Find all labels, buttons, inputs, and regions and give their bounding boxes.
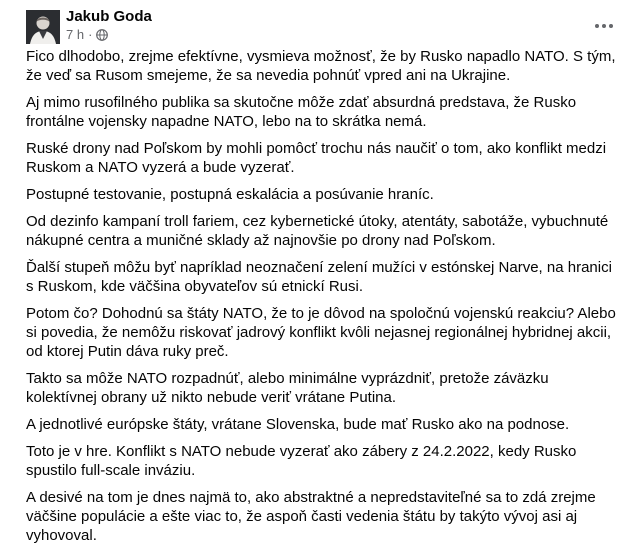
avatar[interactable] [26,10,60,44]
author-name[interactable]: Jakub Goda [66,8,152,25]
post-paragraph: Toto je v hre. Konflikt s NATO nebude vyzerať ako zábery z 24.2.2022, kedy Rusko spustilo full-scale inváziu. [26,443,577,479]
post-paragraph: Ruské drony nad Poľskom by mohli pomôcť trochu nás naučiť o tom, ako konflikt medzi Ruskom a NATO vyzerá a bude vyzerať. [26,140,607,176]
post-header [16,7,626,47]
post-timestamp[interactable]: 7 h [66,27,85,42]
post-paragraph: Ďalší stupeň môžu byť napríklad neoznačení zelení mužíci v estónskej Narve, na hranici s Ruskom, kde väčšina obyvateľov sú etnickí Rusi. [26,259,612,295]
post-meta [66,27,108,43]
post-paragraph: Takto sa môže NATO rozpadnúť, alebo minimálne vyprázdniť, pretože záväzku kolektívnej obrany už nikto nebude veriť vrátane Putina. [26,370,549,406]
post-paragraph: Postupné testovanie, postupná eskalácia a posúvanie hraníc. [26,186,434,203]
profile-photo-icon [26,10,60,44]
post-body [26,47,618,553]
post-paragraph: Fico dlhodobo, zrejme efektívne, vysmieva možnosť, že by Rusko napadlo NATO. S tým, že veď sa Rusom smejeme, že sa nevedia pohnúť vpred ani na Ukrajine. [26,48,616,84]
post-paragraph: A jednotlivé európske štáty, vrátane Slovenska, bude mať Rusko ako na podnose. [26,416,570,433]
post-paragraph: Od dezinfo kampaní troll fariem, cez kybernetické útoky, atentáty, sabotáže, vybuchnuté nákupné centra a muničné sklady až najnovšie po drony nad Poľskom. [26,213,609,249]
post-paragraph: A desivé na tom je dnes najmä to, ako abstraktné a nepredstaviteľné sa to zdá zrejme väčšine populácie a ešte viac to, že aspoň časti vedenia štátu by takýto vývoj asi aj vyhovoval. [26,489,596,544]
more-options-icon[interactable] [588,12,620,40]
post-paragraph: Aj mimo rusofilného publika sa skutočne môže zdať absurdná predstava, že Rusko frontálne vojensky napadne NATO, lebo na to skrátka nemá. [26,94,577,130]
globe-icon [96,29,108,41]
meta-separator: · [88,27,93,42]
post-paragraph: Potom čo? Dohodnú sa štáty NATO, že to je dôvod na spoločnú vojenskú reakciu? Alebo si povedia, že nemôžu riskovať jadrový konflikt kvôli nejasnej regionálnej hybridnej akcii, od ktorej Putin dáva ruky preč. [26,305,616,360]
